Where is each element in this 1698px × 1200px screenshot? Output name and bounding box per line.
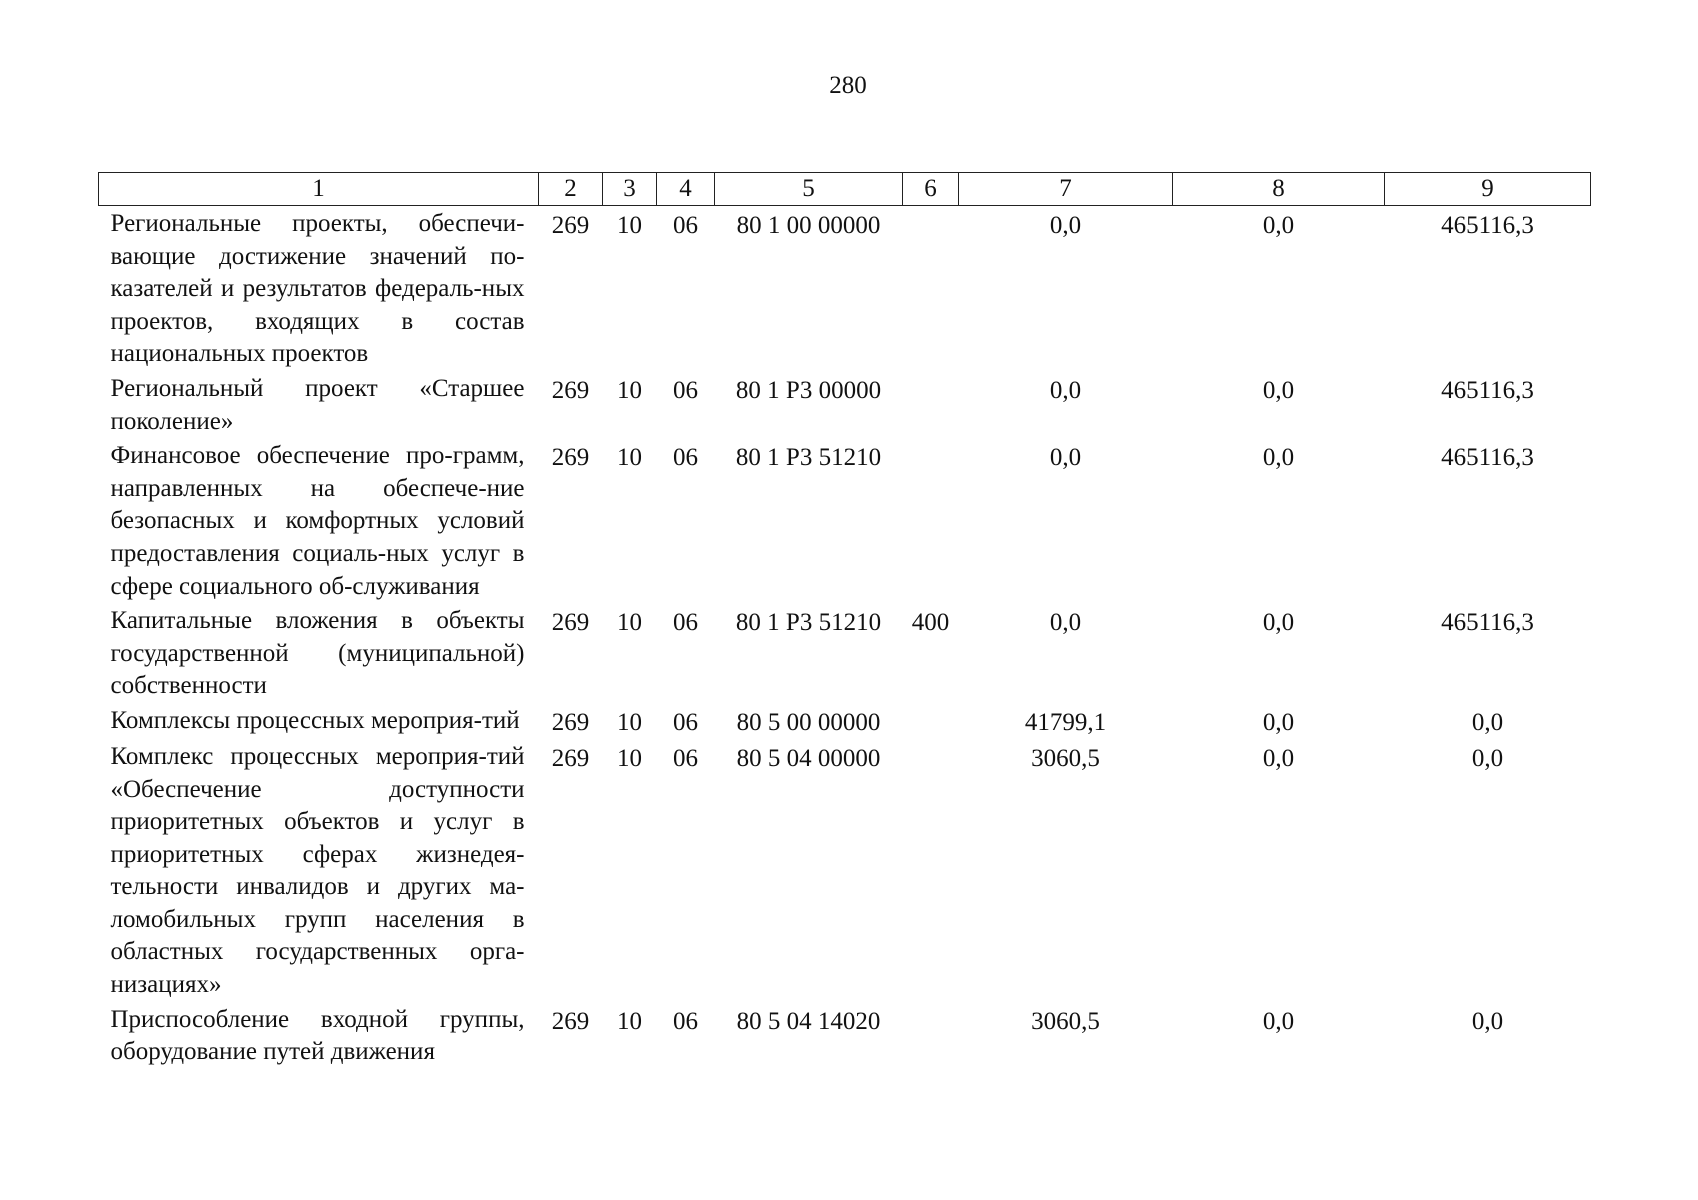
row-amount-9: 465116,3 [1441,376,1534,404]
row-code-section: 10 [617,744,642,772]
row-name: Капитальные вложения в объекты государственной (муниципальной) собственности [110,607,525,700]
row-code-subsection: 06 [673,376,698,404]
row-code-admin: 269 [551,444,590,472]
row-code-section: 10 [617,212,642,239]
row-code-expense-type [903,206,959,371]
row-name: Финансовое обеспечение про-грамм, направленных на обеспече-ние безопасных и комфортных условий предоставления социаль-ных услуг в сфере социального об-служивания [110,442,525,600]
row-name: Комплекс процессных мероприя-тий «Обеспечение доступности приоритетных объектов и услуг в приоритетных сферах жизнедея-тельности инвалидов и других ма-ломобильных групп населения в областных государственных орга-низациях» [110,742,525,999]
row-amount-8: 0,0 [1262,744,1295,772]
header-cell-4: 4 [657,173,715,206]
header-cell-7: 7 [959,173,1173,206]
budget-table [98,172,1591,1069]
table-row [99,206,1591,371]
row-code-subsection: 06 [673,609,698,637]
row-amount-9: 465116,3 [1441,212,1534,239]
table-row [99,371,1591,438]
row-amount-8: 0,0 [1262,708,1295,736]
row-code-admin: 269 [551,1007,590,1035]
table-row [99,739,1591,1002]
row-code-subsection: 06 [673,1007,698,1035]
header-cell-6: 6 [903,173,959,206]
row-code-target: 80 1 Р3 51210 [735,444,882,472]
row-amount-9: 0,0 [1471,708,1504,736]
table-row [99,603,1591,703]
row-code-target: 80 1 00 00000 [736,212,881,239]
row-code-admin: 269 [551,744,590,772]
row-amount-8: 0,0 [1262,376,1295,404]
row-amount-7: 0,0 [1049,444,1082,472]
row-amount-7: 0,0 [1049,212,1082,239]
row-code-subsection: 06 [673,444,698,472]
row-code-expense-type [903,371,959,438]
row-code-section: 10 [617,376,642,404]
row-amount-9: 0,0 [1471,1007,1504,1035]
table-row [99,438,1591,603]
row-amount-9: 465116,3 [1441,609,1534,637]
page-number: 280 [829,72,867,99]
row-name: Приспособление входной группы, оборудование путей движения [110,1005,525,1066]
row-code-target: 80 5 04 00000 [736,744,881,772]
header-cell-3: 3 [603,173,657,206]
row-code-target: 80 5 04 14020 [736,1007,881,1035]
row-name: Региональные проекты, обеспечи-вающие достижение значений по-казателей и результатов федераль-ных проектов, входящих в состав национальных проектов [110,210,525,368]
row-code-admin: 269 [551,609,590,637]
row-amount-8: 0,0 [1262,1007,1295,1035]
row-code-section: 10 [617,609,642,637]
row-name: Комплексы процессных мероприя-тий [110,706,520,734]
row-amount-7: 3060,5 [1031,744,1100,772]
row-name: Региональный проект «Старшее поколение» [110,374,525,435]
row-amount-9: 0,0 [1471,744,1504,772]
row-code-section: 10 [617,1007,642,1035]
header-cell-8: 8 [1173,173,1385,206]
row-code-admin: 269 [551,708,590,736]
row-amount-7: 3060,5 [1031,1007,1100,1035]
table-header [99,173,1591,206]
row-code-target: 80 5 00 00000 [736,708,881,736]
row-amount-7: 0,0 [1049,376,1082,404]
row-code-subsection: 06 [673,744,698,772]
row-code-expense-type [903,1002,959,1069]
row-amount-8: 0,0 [1262,609,1295,637]
row-code-admin: 269 [551,376,590,404]
header-cell-2: 2 [539,173,603,206]
header-cell-1: 1 [99,173,539,206]
header-cell-5: 5 [715,173,903,206]
row-code-subsection: 06 [673,212,698,239]
row-code-expense-type [903,739,959,1002]
row-amount-9: 465116,3 [1441,444,1534,472]
row-amount-8: 0,0 [1262,444,1295,472]
row-code-expense-type: 400 [911,609,950,637]
row-code-target: 80 1 Р3 00000 [735,376,882,404]
row-amount-7: 41799,1 [1024,708,1107,736]
row-code-expense-type [903,438,959,603]
row-code-section: 10 [617,708,642,736]
header-row [99,173,1591,206]
row-code-expense-type [903,703,959,739]
row-amount-8: 0,0 [1262,212,1295,239]
row-code-target: 80 1 Р3 51210 [735,609,882,637]
row-amount-7: 0,0 [1049,609,1082,637]
row-code-section: 10 [617,444,642,472]
header-cell-9: 9 [1385,173,1591,206]
row-code-subsection: 06 [673,708,698,736]
row-code-admin: 269 [551,212,590,239]
table-row [99,703,1591,739]
table-row [99,1002,1591,1069]
table-body [99,206,1591,1069]
